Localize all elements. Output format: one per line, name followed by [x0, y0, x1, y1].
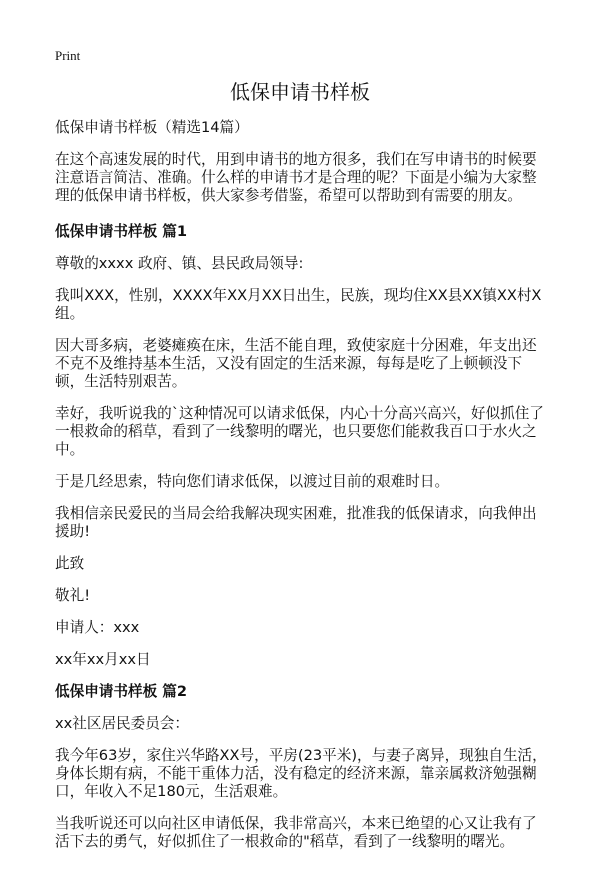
paragraph: 因大哥多病，老婆瘫痪在床，生活不能自理，致使家庭十分困难，年支出还不克不及维持基本生活，又没有固定的生活来源，每每是吃了上顿顿没下顿，生活特别艰苦。: [55, 337, 537, 390]
date: xx年xx月xx日: [55, 651, 151, 668]
paragraph: 当我听说还可以向社区申请低保，我非常高兴，本来已绝望的心又让我有了活下去的勇气，好似抓住了一根救命的"稻草，看到了一线黎明的曙光。: [55, 815, 537, 850]
paragraph: 我相信亲民爱民的当局会给我解决现实困难，批准我的低保请求，向我伸出援助!: [55, 505, 537, 540]
paragraph: 尊敬的xxxx 政府、镇、县民政局领导:: [55, 255, 304, 272]
section-heading: 低保申请书样板 篇1: [55, 223, 187, 240]
salutation: 敬礼!: [55, 587, 91, 604]
paragraph: xx社区居民委员会：: [55, 715, 190, 732]
page-title: 低保申请书样板: [230, 80, 370, 104]
paragraph: 于是几经思索，特向您们请求低保，以渡过目前的艰难时日。: [55, 473, 450, 490]
intro-paragraph: 在这个高速发展的时代，用到申请书的地方很多，我们在写申请书的时候要注意语言简洁、准确。什么样的申请书才是合理的呢？下面是小编为大家整理的低保申请书样板，供大家参考借鉴，希望可以帮助到有需要的朋友。: [55, 151, 537, 204]
paragraph: 我叫XXX，性别，XXXX年XX月XX日出生，民族，现均住XX县XX镇XX村X组。: [55, 287, 542, 322]
paragraph: 幸好，我听说我的`这种情况可以请求低保，内心十分高兴高兴，好似抓住了一根救命的稻草，看到了一线黎明的曙光，也只要您们能救我百口于水火之中。: [55, 405, 544, 458]
section-heading: 低保申请书样板 篇2: [55, 683, 187, 700]
closing: 此致: [55, 555, 85, 572]
print-link[interactable]: Print: [55, 48, 81, 63]
subtitle: 低保申请书样板（精选14篇）: [55, 119, 249, 136]
paragraph: 我今年63岁，家住兴华路XX号，平房(23平米)，与妻子离异，现独自生活，身体长期有病，不能干重体力活，没有稳定的经济来源，靠亲属救济勉强糊口，年收入不足180元，生活艰难。: [55, 747, 547, 800]
applicant: 申请人：xxx: [55, 619, 140, 636]
